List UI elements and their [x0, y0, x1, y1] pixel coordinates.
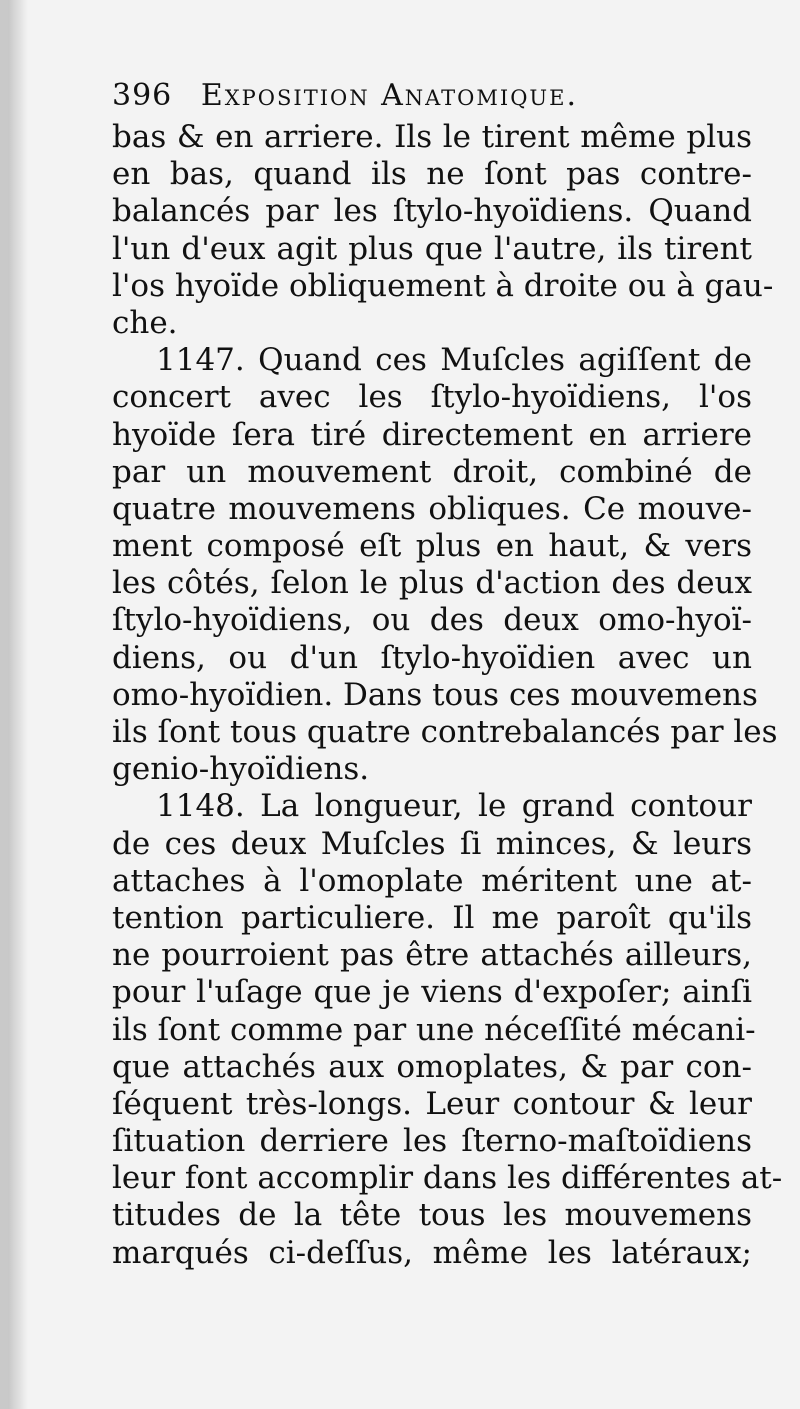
text-line: quatre mouvemens obliques. Ce mouve-	[112, 490, 752, 527]
page-gutter-shadow	[8, 0, 28, 1409]
text-line: attaches à l'omoplate méritent une at-	[112, 862, 752, 899]
faint-bleed-through-mark	[698, 1320, 758, 1350]
paragraph-start-1148: 1148. La longueur, le grand contour	[156, 788, 752, 825]
text-line: marqués ci-deſſus, même les latéraux;	[112, 1234, 752, 1271]
page-number: 396	[112, 78, 173, 113]
text-line: ſtylo-hyoïdiens, ou des deux omo-hyoï-	[112, 602, 752, 639]
text-line: titudes de la tête tous les mouvemens	[112, 1197, 752, 1234]
paragraph-start-1147: 1147. Quand ces Muſcles agiſſent de	[156, 342, 752, 379]
text-line: omo-hyoïdien. Dans tous ces mouvemens	[112, 676, 758, 713]
text-line: pour l'uſage que je viens d'expoſer; ainſi	[112, 974, 752, 1011]
text-line: que attachés aux omoplates, & par con-	[112, 1048, 752, 1085]
text-line: l'os hyoïde obliquement à droite ou à gau-	[112, 267, 774, 304]
text-line: par un mouvement droit, combiné de	[112, 453, 752, 490]
text-line: che.	[112, 304, 178, 341]
text-line: ils ſont tous quatre contrebalancés par les	[112, 714, 778, 750]
text-line: hyoïde ſera tiré directement en arriere	[112, 416, 752, 453]
text-line: diens, ou d'un ſtylo-hyoïdien avec un	[112, 639, 752, 676]
text-line: ſituation derriere les ſterno-maſtoïdiens	[112, 1123, 752, 1160]
text-line: leur font accomplir dans les différentes at-	[112, 1160, 783, 1197]
page-header	[112, 74, 752, 118]
text-line: genio-hyoïdiens.	[112, 751, 370, 788]
running-title: Exposition Anatomique.	[200, 78, 578, 113]
text-line: ils ſont comme par une néceſſité mécani-	[112, 1011, 756, 1048]
body-text	[112, 119, 783, 1272]
text-line: les côtés, ſelon le plus d'action des deux	[112, 565, 752, 602]
text-line: concert avec les ſtylo-hyoïdiens, l'os	[112, 379, 752, 416]
text-line: ment composé eſt plus en haut, & vers	[112, 528, 752, 565]
text-line: de ces deux Muſcles ſi minces, & leurs	[112, 825, 752, 862]
text-line: ne pourroient pas être attachés ailleurs,	[112, 937, 752, 974]
text-line: bas & en arriere. Ils le tirent même plus	[112, 119, 752, 155]
text-line: ſéquent très-longs. Leur contour & leur	[112, 1085, 752, 1122]
text-line: l'un d'eux agit plus que l'autre, ils tirent	[112, 230, 752, 267]
text-line: tention particuliere. Il me paroît qu'ils	[112, 899, 752, 936]
book-page	[8, 0, 800, 1409]
text-line: en bas, quand ils ne ſont pas contre-	[112, 156, 752, 193]
text-line: balancés par les ſtylo-hyoïdiens. Quand	[112, 193, 752, 230]
